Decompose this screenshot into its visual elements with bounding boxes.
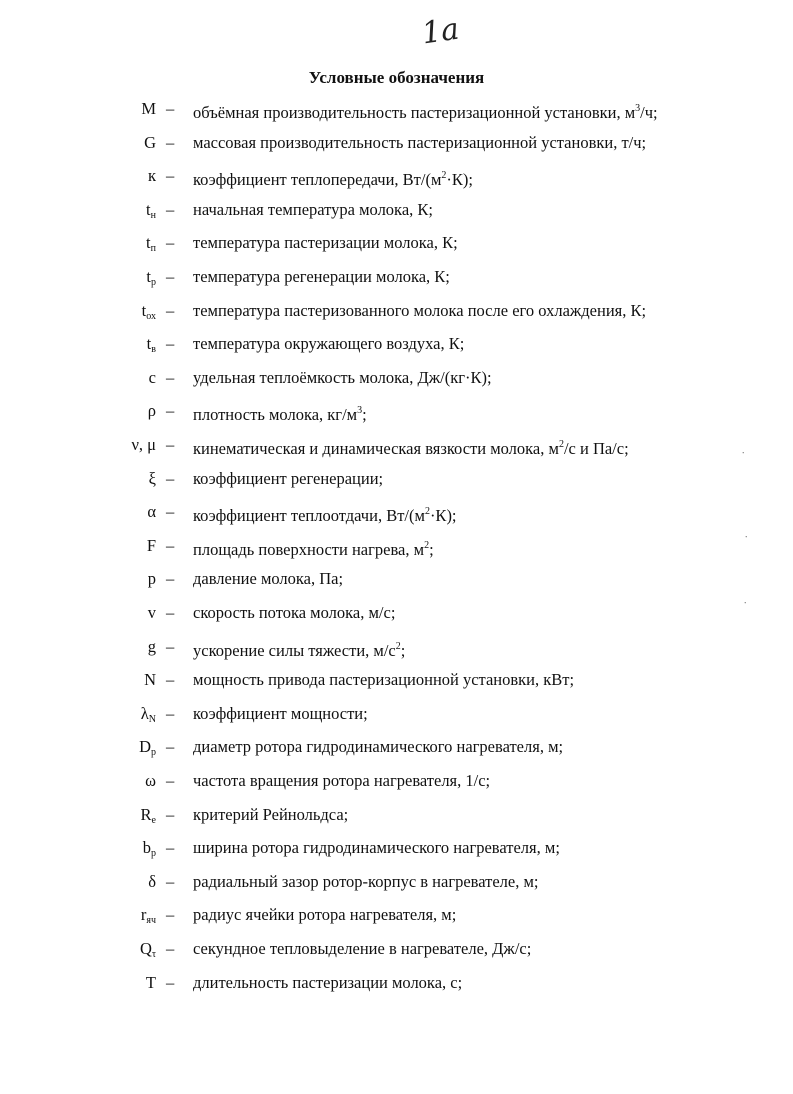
unit-exponent: 2: [441, 170, 447, 182]
symbol-row: [0, 934, 793, 964]
symbol-row: [0, 396, 793, 426]
symbol-letter: v: [147, 603, 156, 622]
symbol-row: [0, 564, 793, 594]
symbol-description: давление молока, Па;: [193, 569, 344, 589]
symbol: [147, 329, 156, 365]
symbol-description: длительность пастеризации молока, с;: [193, 972, 463, 992]
symbol-letter: λ: [140, 703, 149, 723]
symbol: [148, 396, 156, 426]
unit-exponent: 2: [395, 640, 401, 652]
symbol-subscript: н: [150, 209, 156, 221]
symbol-description: коэффициент теплоотдачи, $Вт/(м^2\cdot К)$;: [193, 506, 457, 526]
symbol-subscript: р: [151, 747, 156, 759]
separator-dash: –: [166, 267, 175, 286]
symbol-subscript: яч: [146, 915, 156, 927]
symbol-row: [0, 228, 793, 258]
symbol-row: [0, 94, 793, 124]
separator-dash: –: [166, 502, 175, 522]
separator-dash: –: [166, 703, 175, 723]
symbol-subscript: N: [148, 713, 156, 725]
symbol-letter: r: [140, 905, 147, 925]
separator-dash: –: [166, 905, 175, 925]
symbol-description: критерий Рейнольдса;: [193, 804, 349, 824]
separator-dash: –: [166, 334, 175, 354]
symbol: [147, 497, 156, 527]
symbol-row: [0, 833, 793, 863]
symbol: [148, 632, 156, 662]
symbol-letter: t: [146, 267, 151, 286]
symbol-letter: R: [140, 804, 152, 824]
separator-dash: –: [166, 535, 175, 555]
symbol-row: [0, 665, 793, 695]
unit-exponent: 2: [558, 439, 564, 450]
symbol: [131, 430, 156, 460]
symbol-row: [0, 262, 793, 292]
symbol-letter: g: [147, 636, 156, 656]
separator-dash: –: [166, 871, 175, 891]
symbol-description: коэффициент мощности;: [193, 703, 368, 723]
separator-dash: –: [166, 468, 175, 488]
symbol-letter: N: [144, 670, 156, 690]
unit-exponent: 2: [424, 506, 430, 518]
symbol: [143, 833, 156, 869]
unit-exponent: 3: [357, 405, 363, 417]
scan-speck: ∙: [742, 448, 745, 459]
symbol-description: секундное тепловыделение в нагревателе, Дж/с;: [193, 939, 532, 958]
symbol: [141, 900, 156, 936]
symbol-row: [0, 800, 793, 830]
symbol-description: температура регенерации молока, К;: [193, 267, 450, 286]
symbol-description: температура окружающего воздуха, К;: [193, 334, 465, 354]
separator-dash: –: [166, 737, 175, 757]
separator-dash: –: [166, 300, 175, 320]
symbol: [146, 195, 156, 231]
symbol-letter: к: [147, 166, 156, 186]
symbol-letter: Q: [140, 939, 152, 958]
symbol-letter: t: [146, 199, 151, 219]
symbol-row: [0, 161, 793, 191]
symbol-letter: t: [141, 300, 147, 320]
symbol: [147, 531, 156, 561]
symbol-description: диаметр ротора гидродинамического нагревателя, м;: [193, 737, 564, 757]
scan-speck: ∙: [744, 598, 747, 609]
separator-dash: –: [166, 166, 175, 186]
symbol-description: частота вращения ротора нагревателя, 1/с;: [193, 771, 491, 790]
symbol-description: коэффициент теплопередачи, $Вт/(м^2\cdot К)$;: [193, 170, 474, 190]
symbol-letter: ξ: [148, 468, 156, 488]
symbol-letter: t: [146, 233, 151, 253]
symbol-row: [0, 363, 793, 393]
symbol-row: [0, 632, 793, 662]
symbol-letter: δ: [148, 871, 156, 891]
symbol-subscript: e: [151, 814, 156, 826]
symbol-row: [0, 195, 793, 225]
symbol: [145, 766, 156, 796]
symbol: [149, 363, 156, 393]
page-number-mark: 1a: [419, 11, 462, 52]
separator-dash: –: [166, 233, 175, 253]
symbol-row: [0, 867, 793, 897]
symbol-description: радиус ячейки ротора нагревателя, м;: [193, 905, 457, 925]
separator-dash: –: [166, 804, 175, 824]
symbol-letter: G: [144, 132, 156, 152]
symbol-subscript: п: [150, 243, 156, 255]
separator-dash: –: [166, 435, 175, 454]
symbol-description: мощность привода пастеризационной установки, кВт;: [193, 670, 575, 690]
symbol-subscript: р: [151, 848, 156, 860]
symbol-description: массовая производительность пастеризационной установки, т/ч;: [193, 132, 647, 152]
symbol-description: плотность молока, $кг/м^3$;: [193, 405, 367, 425]
symbol-description: коэффициент регенерации;: [193, 468, 384, 488]
symbol: [148, 867, 156, 897]
symbol-row: [0, 430, 793, 460]
symbol-letter: M: [141, 99, 156, 118]
symbol-description: объёмная производительность пастеризационной установки, $м^3/ч$;: [193, 103, 658, 122]
symbol-letter: p: [147, 569, 156, 589]
symbol-letter: t: [146, 334, 152, 354]
symbol-subscript: ох: [146, 310, 156, 322]
symbol: [146, 968, 156, 998]
symbol-description: температура пастеризации молока, К;: [193, 233, 458, 253]
symbol: [139, 732, 156, 768]
separator-dash: –: [166, 99, 175, 118]
symbol-description: скорость потока молока, м/с;: [193, 603, 396, 622]
symbol-row: [0, 497, 793, 527]
symbol-row: [0, 296, 793, 326]
symbol-description: кинематическая и динамическая вязкости молока, $м^2/с$ и Па/с;: [193, 439, 629, 458]
separator-dash: –: [166, 636, 175, 656]
symbol: [144, 665, 156, 695]
symbol-row: [0, 598, 793, 628]
symbol: [148, 564, 156, 594]
symbol-description: радиальный зазор ротор-корпус в нагревателе, м;: [193, 871, 539, 891]
unit-exponent: 3: [635, 103, 641, 114]
separator-dash: –: [166, 199, 175, 219]
symbol: [146, 262, 156, 298]
separator-dash: –: [166, 838, 175, 858]
symbol-row: [0, 766, 793, 796]
separator-dash: –: [166, 972, 175, 992]
symbol: [140, 934, 156, 970]
symbol-letter: T: [145, 972, 156, 992]
symbol-subscript: τ: [151, 949, 156, 960]
symbol: [149, 464, 156, 494]
symbol-description: ускорение силы тяжести, $м/с^2$;: [193, 640, 406, 660]
symbol: [148, 161, 156, 191]
symbol-row: [0, 732, 793, 762]
page-title: Условные обозначения: [308, 68, 485, 87]
symbol-description: начальная температура молока, К;: [193, 199, 433, 219]
symbol-description: температура пастеризованного молока после его охлаждения, К;: [193, 300, 647, 320]
symbol-row: [0, 968, 793, 998]
separator-dash: –: [166, 132, 175, 152]
symbol: [146, 228, 156, 264]
symbol-row: [0, 329, 793, 359]
symbol-description: удельная теплоёмкость молока, Дж/(кг·К);: [193, 367, 492, 387]
symbol-letter: F: [146, 535, 156, 555]
symbol-letter: ω: [145, 771, 156, 790]
separator-dash: –: [166, 939, 175, 958]
separator-dash: –: [166, 771, 175, 790]
symbol-letter: D: [139, 737, 151, 757]
symbol-letter: ρ: [147, 401, 156, 421]
separator-dash: –: [166, 670, 175, 690]
symbol-description: ширина ротора гидродинамического нагревателя, м;: [193, 838, 560, 858]
symbol: [142, 296, 156, 332]
symbol: [148, 598, 156, 628]
scan-speck: ∙: [745, 532, 748, 543]
symbol-row: [0, 464, 793, 494]
symbol-letter: b: [142, 838, 151, 858]
symbol-letter: α: [147, 502, 156, 522]
separator-dash: –: [166, 367, 175, 387]
symbol: [141, 699, 156, 735]
separator-dash: –: [166, 401, 175, 421]
symbol: [141, 94, 156, 124]
symbol: [141, 800, 156, 836]
symbol-row: [0, 699, 793, 729]
separator-dash: –: [166, 569, 175, 589]
symbol-row: [0, 128, 793, 158]
unit-exponent: 2: [424, 539, 430, 551]
symbol-letter: ν, μ: [131, 435, 156, 454]
symbol-row: [0, 531, 793, 561]
symbol-subscript: в: [151, 344, 156, 356]
separator-dash: –: [166, 603, 175, 622]
symbol-row: [0, 900, 793, 930]
symbol-letter: c: [148, 367, 156, 387]
symbol: [144, 128, 156, 158]
symbol-subscript: р: [151, 277, 156, 288]
symbol-description: площадь поверхности нагрева, $м^2$;: [193, 539, 434, 559]
